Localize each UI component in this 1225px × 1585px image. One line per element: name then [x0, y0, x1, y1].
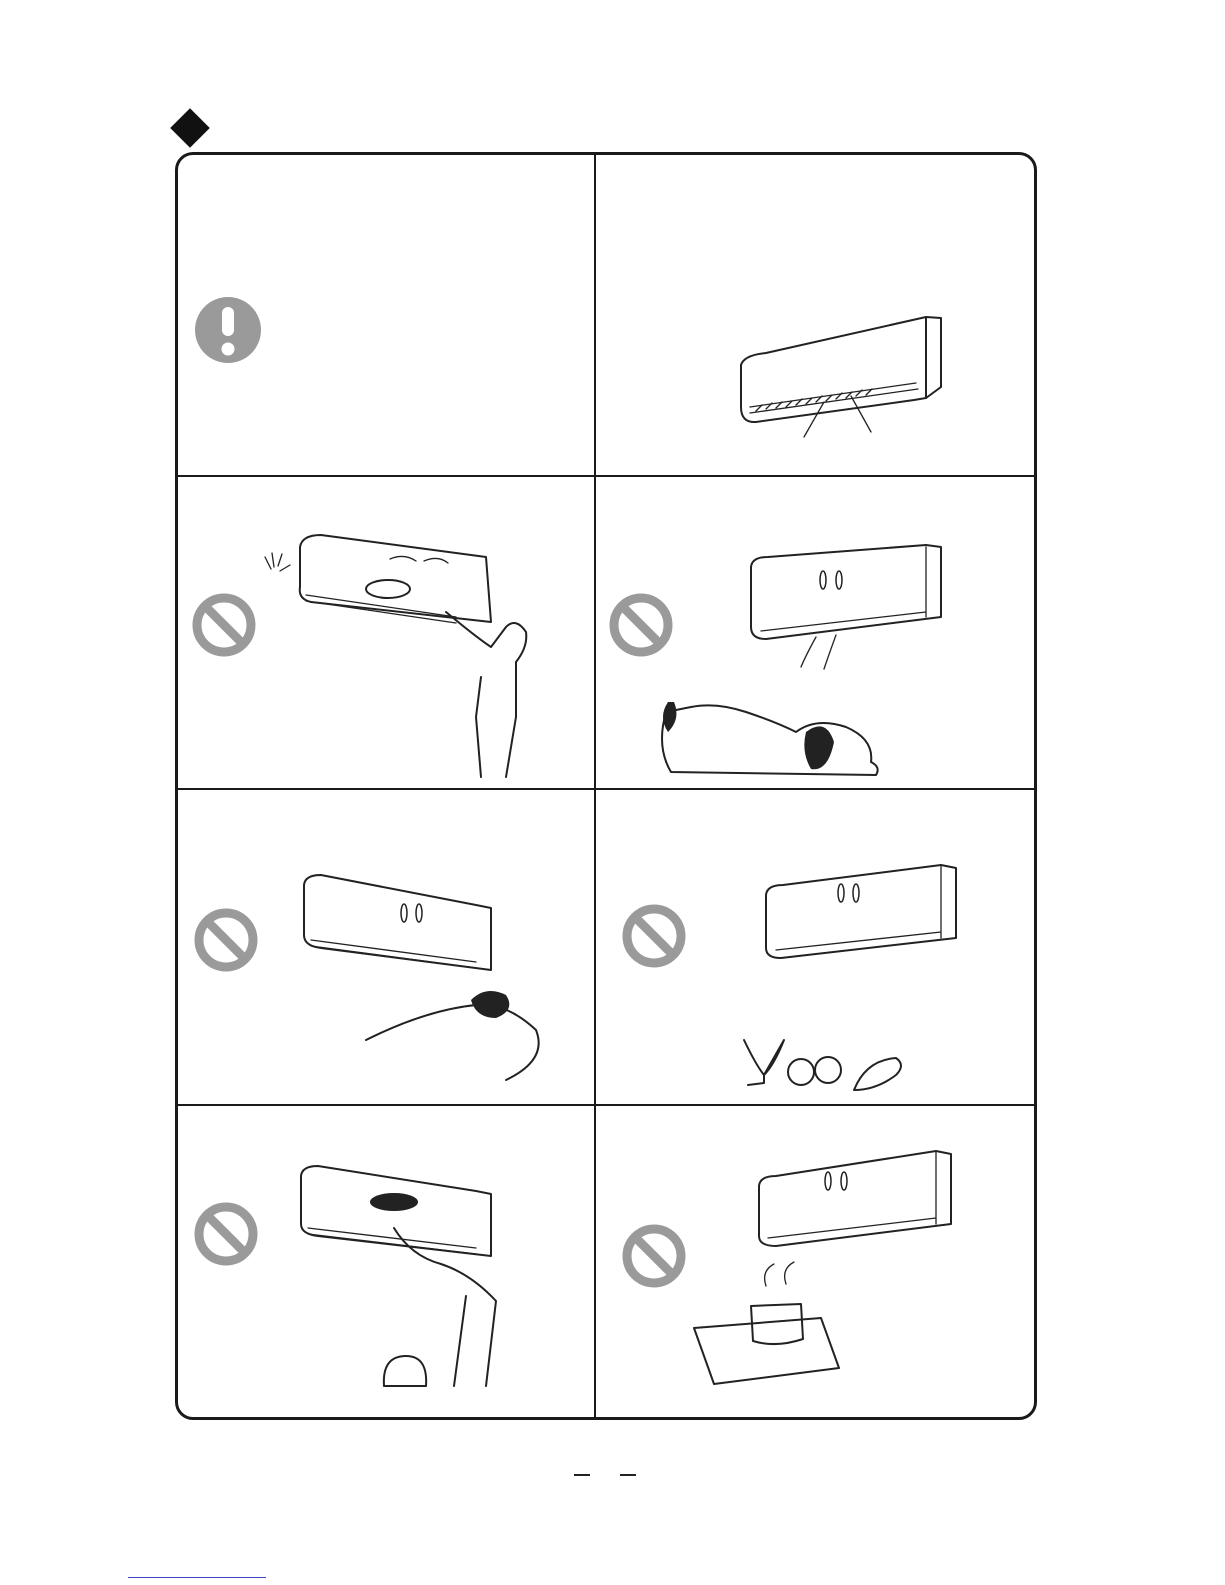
panel-no-cooking-under-unit: [596, 1106, 1036, 1419]
prohibited-scene: [596, 477, 1036, 788]
footer-link-underline[interactable]: [128, 1577, 266, 1578]
prohibited-icon: [199, 913, 253, 967]
page-number-dash: [620, 1474, 636, 1476]
diamond-icon: [170, 108, 210, 148]
prohibited-scene: [176, 477, 594, 788]
panel-louvers: [596, 155, 1036, 475]
panel-no-insert-fingers: [176, 477, 594, 788]
prohibited-icon: [627, 1229, 681, 1283]
prohibited-icon: [199, 1207, 253, 1261]
page-number-dash: [574, 1474, 590, 1476]
ac-unit-illustration: [596, 155, 1036, 475]
prohibited-scene: [596, 1106, 1036, 1419]
exclamation-icon: [176, 155, 594, 475]
prohibited-icon: [614, 598, 668, 652]
panel-no-food-preservation: [596, 790, 1036, 1104]
panel-no-direct-airflow-animals: [596, 477, 1036, 788]
prohibited-scene: [596, 790, 1036, 1104]
prohibited-icon: [197, 598, 251, 652]
panel-no-direct-airflow-sleeping: [176, 790, 594, 1104]
prohibited-scene: [176, 790, 594, 1104]
prohibited-icon: [627, 909, 681, 963]
panel-caution: [176, 155, 594, 475]
prohibited-scene: [176, 1106, 594, 1419]
panel-no-water-cleaning: [176, 1106, 594, 1419]
